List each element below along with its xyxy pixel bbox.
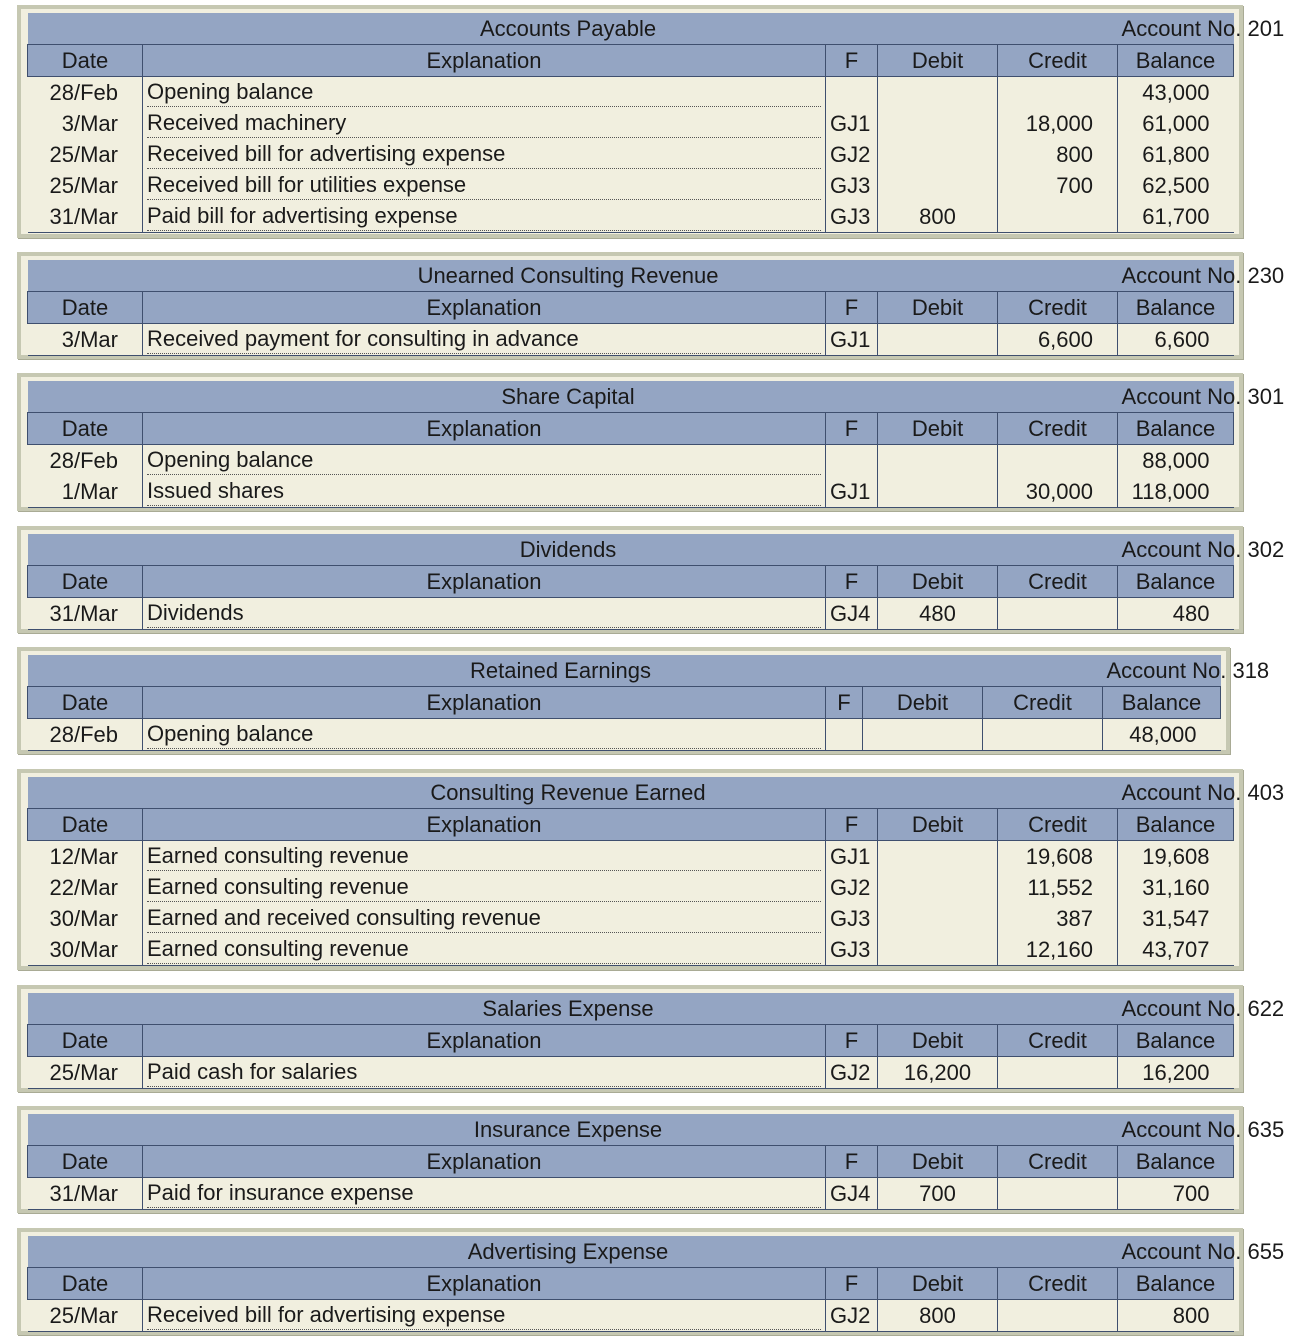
row-explanation-text: Received bill for advertising expense	[147, 1301, 821, 1330]
row-credit: 6,600	[998, 324, 1118, 356]
row-balance: 61,800	[1118, 139, 1234, 170]
ledger-row	[28, 170, 1234, 201]
ledger-row	[28, 903, 1234, 934]
column-header-folio: F	[826, 809, 878, 841]
column-header-explanation: Explanation	[143, 45, 826, 77]
ledger-accounts-payable	[17, 5, 1285, 238]
row-folio: GJ1	[826, 108, 878, 139]
ledger-retained-earnings	[17, 647, 1270, 754]
title-spacer	[28, 13, 143, 45]
row-explanation	[143, 872, 826, 903]
row-credit	[998, 1057, 1118, 1089]
column-header-balance: Balance	[1118, 1146, 1234, 1178]
row-folio	[826, 77, 878, 109]
row-explanation-text: Opening balance	[147, 446, 821, 475]
column-header-folio: F	[826, 687, 863, 719]
column-header-explanation: Explanation	[143, 1025, 826, 1057]
column-header-debit: Debit	[878, 1268, 998, 1300]
row-folio: GJ3	[826, 934, 878, 966]
title-spacer	[998, 381, 1118, 413]
account-number: Account No. 201	[1118, 13, 1234, 45]
row-balance: 118,000	[1118, 476, 1234, 508]
row-balance: 19,608	[1118, 841, 1234, 873]
column-header-explanation: Explanation	[143, 809, 826, 841]
row-folio: GJ2	[826, 872, 878, 903]
account-number: Account No. 230	[1118, 260, 1234, 292]
row-credit: 700	[998, 170, 1118, 201]
ledger-insurance-expense	[17, 1106, 1285, 1213]
row-balance: 800	[1118, 1300, 1234, 1332]
row-balance: 16,200	[1118, 1057, 1234, 1089]
row-date: 31/Mar	[28, 201, 143, 233]
column-header-debit: Debit	[878, 809, 998, 841]
column-header-debit: Debit	[878, 292, 998, 324]
row-explanation	[143, 1178, 826, 1210]
account-number: Account No. 635	[1118, 1114, 1234, 1146]
row-explanation	[143, 1057, 826, 1089]
ledger-table	[27, 534, 1285, 630]
ledger-row	[28, 324, 1234, 356]
row-explanation-text: Earned consulting revenue	[147, 842, 821, 871]
column-header-explanation: Explanation	[143, 1268, 826, 1300]
row-explanation-text: Earned consulting revenue	[147, 935, 821, 964]
row-credit: 30,000	[998, 476, 1118, 508]
row-explanation-text: Opening balance	[147, 78, 821, 107]
account-title: Consulting Revenue Earned	[143, 777, 998, 809]
ledger-row	[28, 934, 1234, 966]
row-balance: 31,160	[1118, 872, 1234, 903]
title-spacer	[28, 534, 143, 566]
row-folio	[826, 719, 863, 751]
row-folio: GJ4	[826, 1178, 878, 1210]
row-explanation	[143, 476, 826, 508]
column-header-date: Date	[28, 1146, 143, 1178]
row-credit: 387	[998, 903, 1118, 934]
ledger-table	[27, 260, 1285, 356]
row-folio: GJ2	[826, 1057, 878, 1089]
column-header-explanation: Explanation	[143, 413, 826, 445]
row-explanation	[143, 201, 826, 233]
row-balance: 43,000	[1118, 77, 1234, 109]
row-explanation-text: Paid cash for salaries	[147, 1058, 821, 1087]
row-credit	[998, 201, 1118, 233]
row-explanation	[143, 841, 826, 873]
column-header-credit: Credit	[998, 45, 1118, 77]
row-credit: 19,608	[998, 841, 1118, 873]
row-folio: GJ3	[826, 201, 878, 233]
row-explanation-text: Dividends	[147, 599, 821, 628]
column-header-balance: Balance	[1118, 413, 1234, 445]
account-title: Dividends	[143, 534, 998, 566]
row-folio: GJ3	[826, 170, 878, 201]
row-debit	[878, 841, 998, 873]
title-spacer	[998, 1114, 1118, 1146]
row-debit	[878, 872, 998, 903]
row-explanation	[143, 77, 826, 109]
title-spacer	[998, 993, 1118, 1025]
column-header-balance: Balance	[1118, 1268, 1234, 1300]
row-debit	[878, 903, 998, 934]
ledger-row	[28, 1057, 1234, 1089]
column-header-date: Date	[28, 413, 143, 445]
title-spacer	[28, 777, 143, 809]
row-debit	[878, 934, 998, 966]
title-spacer	[998, 777, 1118, 809]
row-debit	[878, 170, 998, 201]
column-header-folio: F	[826, 566, 878, 598]
ledger-row	[28, 476, 1234, 508]
row-balance: 61,000	[1118, 108, 1234, 139]
ledger-advertising-expense	[17, 1228, 1285, 1335]
row-credit: 12,160	[998, 934, 1118, 966]
column-header-credit: Credit	[998, 1268, 1118, 1300]
row-folio: GJ1	[826, 324, 878, 356]
ledger-salaries-expense	[17, 985, 1285, 1092]
account-title: Insurance Expense	[143, 1114, 998, 1146]
account-title: Advertising Expense	[143, 1236, 998, 1268]
account-title: Share Capital	[143, 381, 998, 413]
row-credit	[998, 598, 1118, 630]
column-header-date: Date	[28, 809, 143, 841]
column-header-debit: Debit	[878, 1146, 998, 1178]
row-debit: 700	[878, 1178, 998, 1210]
row-date: 30/Mar	[28, 934, 143, 966]
row-explanation-text: Earned consulting revenue	[147, 873, 821, 902]
column-header-balance: Balance	[1103, 687, 1221, 719]
column-header-folio: F	[826, 1268, 878, 1300]
account-title: Unearned Consulting Revenue	[143, 260, 998, 292]
account-number: Account No. 622	[1118, 993, 1234, 1025]
column-header-balance: Balance	[1118, 809, 1234, 841]
row-date: 28/Feb	[28, 445, 143, 477]
ledger-row	[28, 1300, 1234, 1332]
row-balance: 48,000	[1103, 719, 1221, 751]
row-debit	[863, 719, 983, 751]
column-header-date: Date	[28, 566, 143, 598]
row-date: 25/Mar	[28, 1300, 143, 1332]
row-explanation-text: Paid for insurance expense	[147, 1179, 821, 1208]
row-debit	[878, 324, 998, 356]
row-date: 3/Mar	[28, 108, 143, 139]
row-explanation-text: Received bill for advertising expense	[147, 140, 821, 169]
column-header-balance: Balance	[1118, 1025, 1234, 1057]
title-spacer	[28, 1236, 143, 1268]
row-debit: 800	[878, 201, 998, 233]
column-header-debit: Debit	[878, 566, 998, 598]
column-header-debit: Debit	[863, 687, 983, 719]
ledger-row	[28, 201, 1234, 233]
row-balance: 480	[1118, 598, 1234, 630]
column-header-explanation: Explanation	[143, 566, 826, 598]
row-debit	[878, 77, 998, 109]
row-debit	[878, 139, 998, 170]
row-explanation	[143, 170, 826, 201]
ledger-row	[28, 1178, 1234, 1210]
row-debit	[878, 445, 998, 477]
ledger-row	[28, 719, 1221, 751]
column-header-balance: Balance	[1118, 566, 1234, 598]
column-header-date: Date	[28, 45, 143, 77]
title-spacer	[28, 260, 143, 292]
ledger-row	[28, 841, 1234, 873]
row-balance: 31,547	[1118, 903, 1234, 934]
title-spacer	[998, 13, 1118, 45]
row-folio: GJ2	[826, 139, 878, 170]
ledger-row	[28, 108, 1234, 139]
row-balance: 61,700	[1118, 201, 1234, 233]
ledger-row	[28, 598, 1234, 630]
ledger-table	[27, 1114, 1285, 1210]
row-folio: GJ3	[826, 903, 878, 934]
account-title: Accounts Payable	[143, 13, 998, 45]
row-explanation-text: Issued shares	[147, 477, 821, 506]
row-debit	[878, 476, 998, 508]
row-date: 28/Feb	[28, 77, 143, 109]
ledger-dividends	[17, 526, 1285, 633]
account-number: Account No. 301	[1118, 381, 1234, 413]
column-header-credit: Credit	[998, 292, 1118, 324]
row-date: 31/Mar	[28, 598, 143, 630]
ledger-row	[28, 139, 1234, 170]
column-header-folio: F	[826, 1146, 878, 1178]
ledger-table	[27, 1236, 1285, 1332]
ledger-row	[28, 445, 1234, 477]
row-credit: 11,552	[998, 872, 1118, 903]
row-date: 12/Mar	[28, 841, 143, 873]
row-date: 3/Mar	[28, 324, 143, 356]
column-header-credit: Credit	[983, 687, 1103, 719]
column-header-credit: Credit	[998, 413, 1118, 445]
ledger-consulting-revenue-earned	[17, 769, 1285, 970]
row-folio	[826, 445, 878, 477]
column-header-folio: F	[826, 45, 878, 77]
row-explanation-text: Received bill for utilities expense	[147, 171, 821, 200]
column-header-credit: Credit	[998, 809, 1118, 841]
row-date: 25/Mar	[28, 139, 143, 170]
row-explanation-text: Earned and received consulting revenue	[147, 904, 821, 933]
title-spacer	[28, 993, 143, 1025]
title-spacer	[983, 655, 1103, 687]
row-credit	[998, 445, 1118, 477]
row-explanation-text: Received machinery	[147, 109, 821, 138]
row-credit: 800	[998, 139, 1118, 170]
column-header-date: Date	[28, 292, 143, 324]
row-date: 1/Mar	[28, 476, 143, 508]
row-explanation-text: Opening balance	[147, 720, 821, 749]
account-number: Account No. 302	[1118, 534, 1234, 566]
title-spacer	[28, 381, 143, 413]
title-spacer	[28, 655, 143, 687]
row-explanation	[143, 719, 826, 751]
column-header-date: Date	[28, 687, 143, 719]
row-date: 22/Mar	[28, 872, 143, 903]
row-date: 25/Mar	[28, 1057, 143, 1089]
account-number: Account No. 655	[1118, 1236, 1234, 1268]
row-debit: 16,200	[878, 1057, 998, 1089]
title-spacer	[998, 534, 1118, 566]
row-explanation	[143, 139, 826, 170]
title-spacer	[998, 260, 1118, 292]
row-debit: 800	[878, 1300, 998, 1332]
row-balance: 700	[1118, 1178, 1234, 1210]
column-header-explanation: Explanation	[143, 292, 826, 324]
row-date: 25/Mar	[28, 170, 143, 201]
ledger-table	[27, 993, 1285, 1089]
ledger-table	[27, 13, 1285, 233]
column-header-date: Date	[28, 1268, 143, 1300]
column-header-folio: F	[826, 292, 878, 324]
column-header-debit: Debit	[878, 413, 998, 445]
row-folio: GJ2	[826, 1300, 878, 1332]
row-credit	[983, 719, 1103, 751]
row-folio: GJ1	[826, 476, 878, 508]
row-explanation-text: Paid bill for advertising expense	[147, 202, 821, 231]
row-date: 31/Mar	[28, 1178, 143, 1210]
ledger-row	[28, 77, 1234, 109]
column-header-folio: F	[826, 413, 878, 445]
row-explanation	[143, 903, 826, 934]
ledger-table	[27, 655, 1270, 751]
row-credit	[998, 77, 1118, 109]
row-date: 28/Feb	[28, 719, 143, 751]
column-header-credit: Credit	[998, 1146, 1118, 1178]
column-header-credit: Credit	[998, 1025, 1118, 1057]
column-header-credit: Credit	[998, 566, 1118, 598]
account-number: Account No. 318	[1103, 655, 1221, 687]
row-date: 30/Mar	[28, 903, 143, 934]
ledger-table	[27, 777, 1285, 966]
row-debit: 480	[878, 598, 998, 630]
column-header-debit: Debit	[878, 45, 998, 77]
column-header-explanation: Explanation	[143, 687, 826, 719]
row-credit	[998, 1300, 1118, 1332]
ledger-unearned-consulting-revenue	[17, 252, 1285, 359]
row-balance: 6,600	[1118, 324, 1234, 356]
row-explanation	[143, 445, 826, 477]
row-balance: 88,000	[1118, 445, 1234, 477]
column-header-balance: Balance	[1118, 45, 1234, 77]
account-number: Account No. 403	[1118, 777, 1234, 809]
row-debit	[878, 108, 998, 139]
column-header-debit: Debit	[878, 1025, 998, 1057]
row-explanation	[143, 1300, 826, 1332]
account-title: Salaries Expense	[143, 993, 998, 1025]
row-balance: 43,707	[1118, 934, 1234, 966]
row-credit: 18,000	[998, 108, 1118, 139]
row-folio: GJ1	[826, 841, 878, 873]
row-explanation	[143, 324, 826, 356]
row-explanation	[143, 108, 826, 139]
row-balance: 62,500	[1118, 170, 1234, 201]
ledger-share-capital	[17, 373, 1285, 511]
title-spacer	[28, 1114, 143, 1146]
row-explanation-text: Received payment for consulting in advance	[147, 325, 821, 354]
ledger-row	[28, 872, 1234, 903]
column-header-balance: Balance	[1118, 292, 1234, 324]
title-spacer	[998, 1236, 1118, 1268]
column-header-folio: F	[826, 1025, 878, 1057]
account-title: Retained Earnings	[143, 655, 983, 687]
column-header-explanation: Explanation	[143, 1146, 826, 1178]
ledger-table	[27, 381, 1285, 508]
row-folio: GJ4	[826, 598, 878, 630]
row-explanation	[143, 598, 826, 630]
row-credit	[998, 1178, 1118, 1210]
row-explanation	[143, 934, 826, 966]
column-header-date: Date	[28, 1025, 143, 1057]
